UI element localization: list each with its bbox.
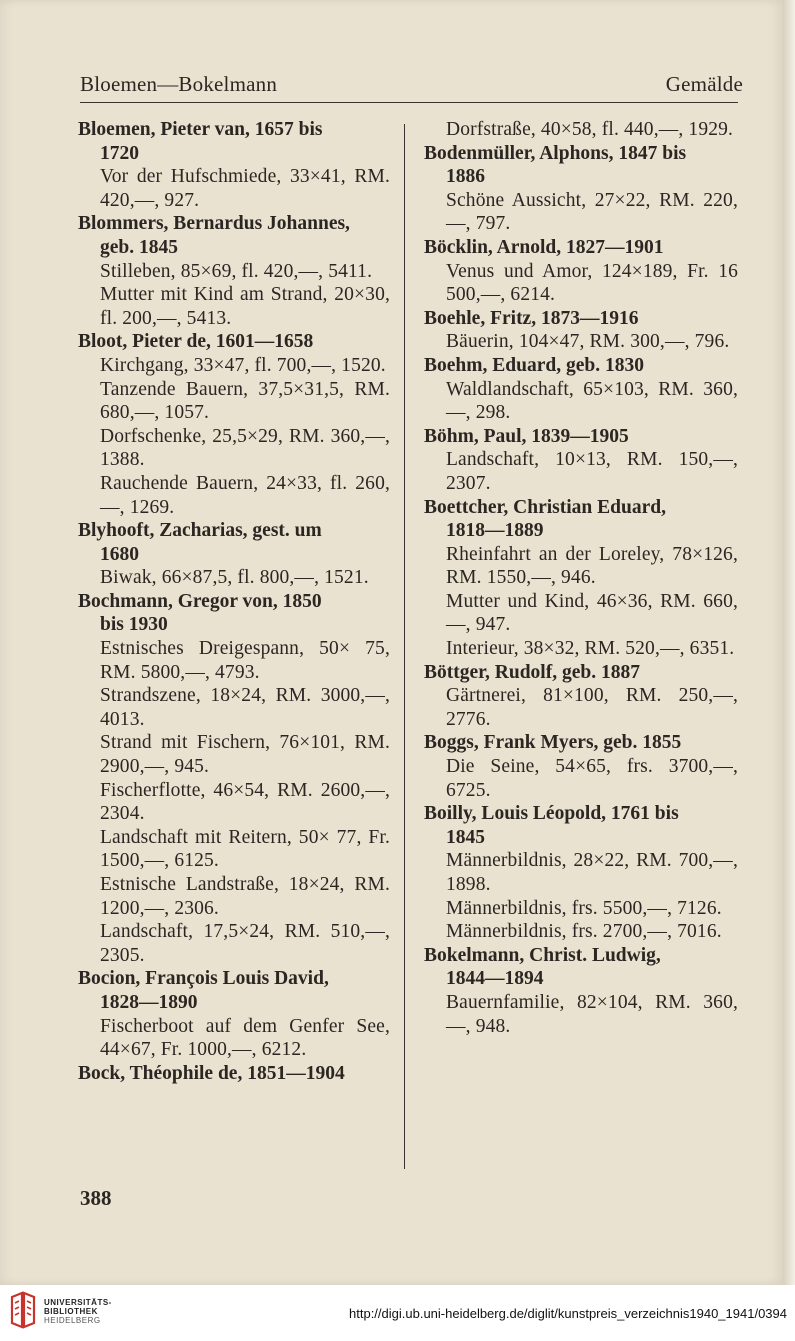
artwork-listing: Strandszene, 18×24, RM. 3000,—, 4013. [100, 685, 390, 730]
artwork-listing: Mutter mit Kind am Strand, 20×30, fl. 200,—, 5413. [100, 284, 390, 329]
catalog-entry [424, 307, 738, 354]
catalog-entry [424, 731, 738, 802]
catalog-entry [78, 1062, 390, 1086]
catalog-entry [78, 590, 390, 968]
catalog-entry [78, 118, 390, 212]
artist-heading-line: Boggs, Frank Myers, geb. 1855 [424, 732, 682, 754]
artist-heading [424, 142, 738, 189]
artwork-listing: Interieur, 38×32, RM. 520,—, 6351. [446, 638, 735, 660]
running-head-left: Bloemen—Bokelmann [80, 72, 278, 96]
artist-heading [424, 236, 738, 260]
artwork-listing: Gärtnerei, 81×100, RM. 250,—, 2776. [446, 685, 738, 730]
artwork-listing: Landschaft, 10×13, RM. 150,—, 2307. [446, 449, 738, 494]
artwork-listing: Landschaft, 17,5×24, RM. 510,—, 2305. [100, 921, 390, 966]
artwork-listing: Männerbildnis, frs. 2700,—, 7016. [446, 921, 722, 943]
artist-heading [424, 802, 738, 849]
artwork-listing: Tanzende Bauern, 37,5×31,5, RM. 680,—, 1057. [100, 378, 390, 424]
artwork-listing: Bauernfamilie, 82×104, RM. 360,—, 948. [446, 991, 738, 1037]
artist-heading-line: Böttger, Rudolf, geb. 1887 [424, 661, 640, 683]
artist-heading-line: 1844—1894 [446, 968, 544, 990]
catalog-entry [424, 496, 738, 661]
artist-heading [78, 118, 390, 165]
artwork-listing: Bäuerin, 104×47, RM. 300,—, 796. [446, 331, 730, 353]
artwork-listing: Fischerflotte, 46×54, RM. 2600,—, 2304. [100, 779, 390, 825]
artwork-listing: Estnisches Dreigespann, 50× 75, RM. 5800,—, 4793. [100, 638, 390, 683]
artist-heading-line: Bloemen, Pieter van, 1657 bis [78, 119, 323, 140]
artist-heading-line: 1828—1890 [100, 991, 198, 1013]
catalog-entry [424, 236, 738, 307]
artist-heading-line: geb. 1845 [100, 236, 178, 258]
artist-heading-line: Bokelmann, Christ. Ludwig, [424, 944, 661, 966]
artist-heading [424, 661, 738, 685]
artist-heading-line: Bloot, Pieter de, 1601—1658 [78, 331, 314, 353]
library-logo-icon [8, 1291, 38, 1331]
catalog-entry [424, 425, 738, 496]
artwork-listing: Vor der Hufschmiede, 33×41, RM. 420,—, 927. [100, 166, 390, 211]
artist-heading [424, 354, 738, 378]
artwork-listing: Männerbildnis, frs. 5500,—, 7126. [446, 897, 722, 919]
catalog-entry [424, 354, 738, 425]
artwork-listing: Venus und Amor, 124×189, Fr. 16 500,—, 6214. [446, 260, 738, 306]
artist-heading-line: Boehm, Eduard, geb. 1830 [424, 354, 644, 376]
artist-heading [424, 425, 738, 449]
artist-heading-line: Bock, Théophile de, 1851—1904 [78, 1062, 345, 1084]
artist-heading [78, 967, 390, 1014]
artwork-listing: Landschaft mit Reitern, 50× 77, Fr. 1500,—, 6125. [100, 826, 390, 872]
artist-heading [424, 496, 738, 543]
catalog-entry [78, 212, 390, 330]
artist-heading-line: Boilly, Louis Léopold, 1761 bis [424, 803, 679, 825]
catalog-entry [78, 967, 390, 1061]
artwork-listing: Männerbildnis, 28×22, RM. 700,—, 1898. [446, 850, 738, 895]
artist-heading-line: 1845 [446, 826, 485, 848]
artwork-listing: Rheinfahrt an der Loreley, 78×126, RM. 1550,—, 946. [446, 543, 738, 589]
artist-heading [78, 1062, 390, 1086]
artist-heading-line: 1720 [100, 142, 139, 164]
artist-heading [78, 330, 390, 354]
artist-heading [78, 519, 390, 566]
artwork-listing: Stilleben, 85×69, fl. 420,—, 5411. [100, 260, 373, 282]
artwork-listing: Fischerboot auf dem Genfer See, 44×67, Fr. 1000,—, 6212. [100, 1015, 390, 1061]
artist-heading-line: Boettcher, Christian Eduard, [424, 496, 666, 518]
catalog-entry [424, 944, 738, 1038]
artwork-listing: Rauchende Bauern, 24×33, fl. 260,—, 1269. [100, 472, 390, 518]
artwork-listing: Kirchgang, 33×47, fl. 700,—, 1520. [100, 354, 386, 376]
artwork-listing: Waldlandschaft, 65×103, RM. 360,—, 298. [446, 378, 738, 424]
right-column [424, 118, 738, 1038]
catalog-entry [78, 519, 390, 590]
artist-heading-line: Bocion, François Louis David, [78, 968, 329, 990]
artist-heading [424, 944, 738, 991]
artist-heading-line: Böcklin, Arnold, 1827—1901 [424, 236, 664, 258]
catalog-entry [424, 802, 738, 944]
left-column [78, 118, 390, 1085]
artist-heading-line: 1680 [100, 543, 139, 565]
library-name-line: HEIDELBERG [44, 1316, 101, 1325]
artist-heading-line: 1818—1889 [446, 520, 544, 542]
artwork-listing: Schöne Aussicht, 27×22, RM. 220,—, 797. [446, 189, 738, 235]
library-name-line: UNIVERSITÄTS- [44, 1298, 112, 1307]
artist-heading [78, 212, 390, 259]
running-head-right: Gemälde [665, 72, 743, 96]
catalog-entry [424, 661, 738, 732]
artist-heading-line: bis 1930 [100, 614, 168, 636]
artist-heading-line: Bochmann, Gregor von, 1850 [78, 590, 322, 612]
artwork-listing: Dorfschenke, 25,5×29, RM. 360,—, 1388. [100, 425, 390, 471]
artist-heading-line: Boehle, Fritz, 1873—1916 [424, 307, 639, 329]
artist-heading [424, 731, 738, 755]
artwork-listing: Mutter und Kind, 46×36, RM. 660,—, 947. [446, 590, 738, 636]
catalog-entry [78, 330, 390, 519]
artwork-listing: Dorfstraße, 40×58, fl. 440,—, 1929. [446, 119, 734, 140]
library-name [44, 1298, 112, 1325]
page-number: 388 [80, 1186, 112, 1210]
page-edge [783, 0, 795, 1285]
artist-heading-line: Blommers, Bernardus Johannes, [78, 213, 350, 235]
artwork-listing: Biwak, 66×87,5, fl. 800,—, 1521. [100, 567, 369, 589]
artist-heading-line: Böhm, Paul, 1839—1905 [424, 425, 629, 447]
catalog-entry [424, 142, 738, 236]
artist-heading-line: 1886 [446, 166, 485, 188]
artist-heading [78, 590, 390, 637]
artwork-listing: Estnische Landstraße, 18×24, RM. 1200,—, 2306. [100, 874, 390, 919]
artist-heading-line: Bodenmüller, Alphons, 1847 bis [424, 142, 687, 164]
catalog-entry [424, 118, 738, 142]
artwork-listing: Strand mit Fischern, 76×101, RM. 2900,—, 945. [100, 732, 390, 778]
artist-heading [424, 307, 738, 331]
header-rule [80, 102, 738, 103]
artwork-listing: Die Seine, 54×65, frs. 3700,—, 6725. [446, 756, 738, 801]
column-divider [404, 124, 405, 1169]
running-head [80, 72, 743, 97]
artist-heading-line: Blyhooft, Zacharias, gest. um [78, 520, 322, 542]
library-name-line: BIBLIOTHEK [44, 1307, 98, 1316]
permalink-url[interactable]: http://digi.ub.uni-heidelberg.de/diglit/kunstpreis_verzeichnis1940_1941/0394 [349, 1306, 787, 1321]
